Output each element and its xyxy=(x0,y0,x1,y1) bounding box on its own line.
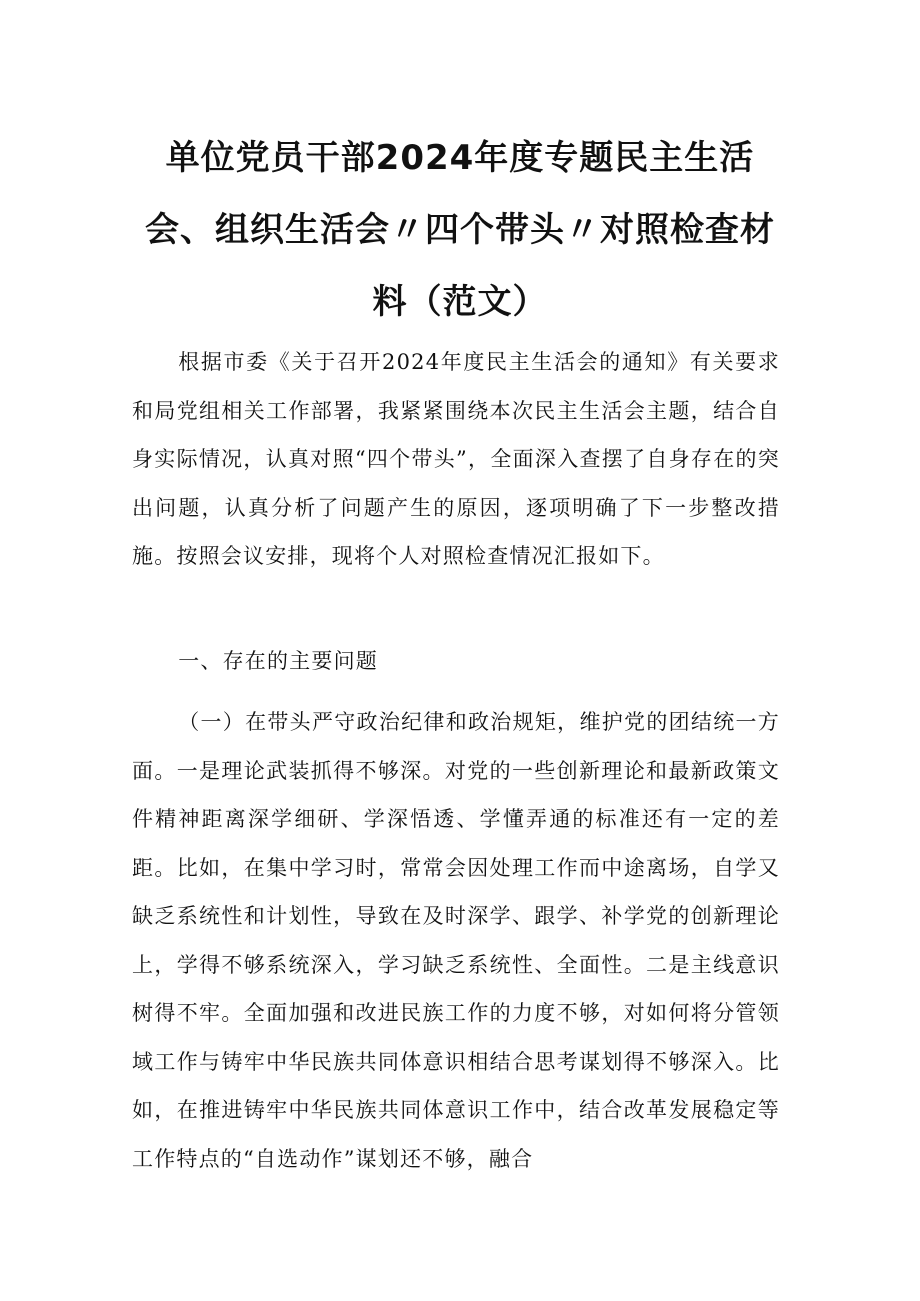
document-title: 单位党员干部2024年度专题民主生活会、组织生活会〃四个带头〃对照检查材料（范文） xyxy=(145,138,775,322)
section-heading: 一、存在的主要问题 xyxy=(178,649,378,673)
intro-paragraph: 根据市委《关于召开2024年度民主生活会的通知》有关要求和局党组相关工作部署，我紧紧围绕本次民主生活会主题，结合自身实际情况，认真对照“四个带头”，全面深入查摆了自身存在的突出问题，认真分析了问题产生的原因，逐项明确了下一步整改措施。按照会议安排，现将个人对照检查情况汇报如下。 xyxy=(132,350,780,568)
section-paragraph: （一）在带头严守政治纪律和政治规矩，维护党的团结统一方面。一是理论武装抓得不够深。对党的一些创新理论和最新政策文件精神距离深学细研、学深悟透、学懂弄通的标准还有一定的差距。比如，在集中学习时，常常会因处理工作而中途离场，自学又缺乏系统性和计划性，导致在及时深学、跟学、补学党的创新理论上，学得不够系统深入，学习缺乏系统性、全面性。二是主线意识树得不牢。全面加强和改进民族工作的力度不够，对如何将分管领域工作与铸牢中华民族共同体意识相结合思考谋划得不够深入。比如，在推进铸牢中华民族共同体意识工作中，结合改革发展稳定等工作特点的“自选动作”谋划还不够，融合 xyxy=(132,710,780,1171)
